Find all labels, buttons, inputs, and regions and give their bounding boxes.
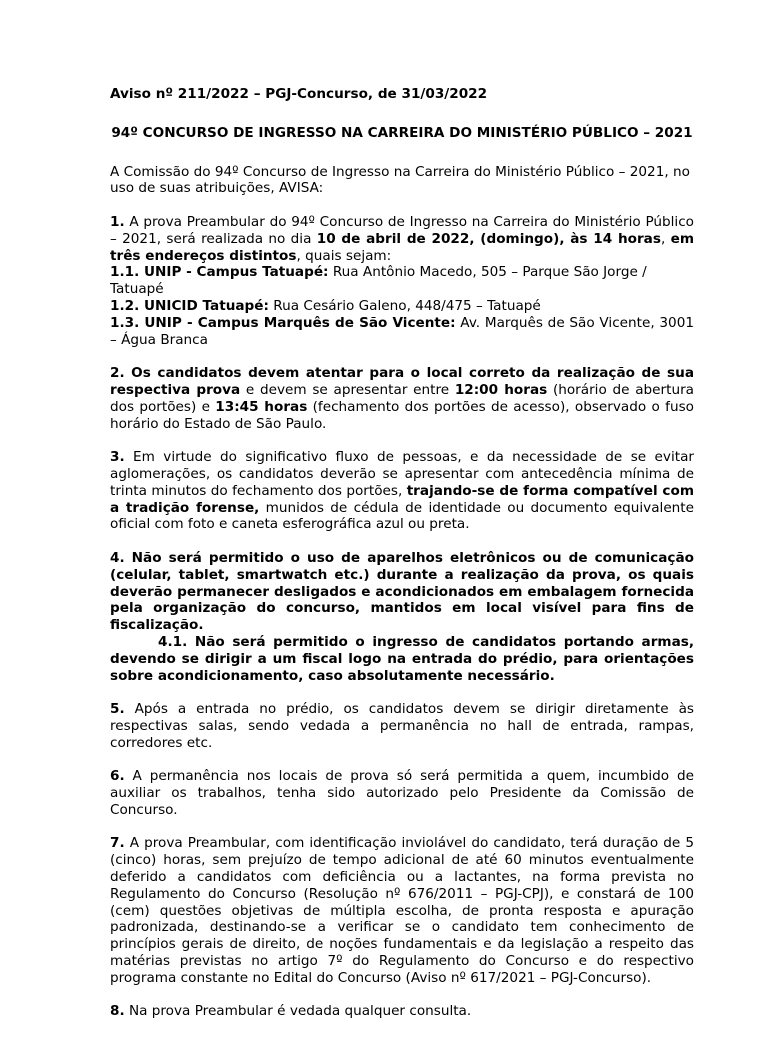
section-2-part: (fechamento dos portões de acesso), observado o fuso horário do Estado de São Paulo.: [110, 398, 694, 432]
section-3-number: 3.: [110, 449, 125, 466]
section-1-text: [110, 214, 694, 264]
exam-date: 10 de abril de 2022, (domingo), às 14 horas: [316, 230, 661, 247]
address-item-3: [110, 315, 694, 349]
section-4-1-bold: 4.1. Não será permitido o ingresso de candidatos portando armas, devendo se dirigir a um fiscal logo na entrada do prédio, para orientações sobre acondicionamento, caso absolutamente necessário.: [110, 633, 694, 684]
section-2-part: (horário de abertura dos portões) e: [110, 381, 694, 415]
document-page: [110, 86, 694, 1037]
section-4-text: [110, 550, 694, 634]
section-2: [110, 365, 694, 432]
section-3-part: munidos de cédula de identidade ou documento equivalente oficial com foto e caneta esferográfica azul ou preta.: [110, 499, 694, 533]
section-5: [110, 701, 694, 751]
section-2-part: e devem se apresentar entre: [240, 381, 455, 398]
section-1: [110, 214, 694, 348]
section-1-part: A prova Preambular do 94º Concurso de Ingresso na Carreira do Ministério Público – 2021, será realizada no dia: [110, 213, 694, 247]
aviso-heading: [110, 86, 694, 103]
contest-title-text: 94º CONCURSO DE INGRESSO NA CARREIRA DO MINISTÉRIO PÚBLICO – 2021: [111, 124, 693, 141]
section-4-1: [110, 634, 694, 684]
address-text: Rua Antônio Macedo, 505 – Parque São Jorge / Tatuapé: [110, 264, 647, 298]
section-6-text: A permanência nos locais de prova só será permitida a quem, incumbido de auxiliar os trabalhos, tenha sido autorizado pelo Presidente da Comissão de Concurso.: [110, 768, 694, 818]
section-7-number: 7.: [110, 835, 125, 852]
section-5-number: 5.: [110, 701, 125, 718]
section-3-part: Em virtude do significativo fluxo de pessoas, e da necessidade de se evitar aglomerações, os candidatos deverão se apresentar com antecedência mínima de trinta minutos do fechamento dos portões,: [110, 449, 694, 499]
dress-code: trajando-se de forma compatível com a tradição forense,: [110, 482, 694, 516]
address-item-1: [110, 264, 694, 298]
section-4: [110, 550, 694, 684]
section-1-part: , quais sejam:: [296, 247, 392, 264]
section-5-text: Após a entrada no prédio, os candidatos devem se dirigir diretamente às respectivas salas, sendo vedada a permanência no hall de entrada, rampas, corredores etc.: [110, 701, 694, 751]
aviso-number: Aviso nº 211/2022 – PGJ-Concurso, de 31/03/2022: [110, 86, 488, 102]
address-item-2: [110, 298, 694, 315]
address-text: Av. Marquês de São Vicente, 3001 – Água Branca: [110, 314, 694, 348]
section-2-bold: 2. Os candidatos devem atentar para o local correto da realização de sua respectiva prova: [110, 365, 694, 398]
closing-time: 13:45 horas: [215, 398, 308, 415]
address-label: 1.2. UNICID Tatuapé:: [110, 297, 269, 314]
section-4-bold: 4. Não será permitido o uso de aparelhos eletrônicos ou de comunicação (celular, tablet, smartwatch etc.) durante a realização da prova, os quais deverão permanecer desligados e acondicionados em embalagem fornecida pela organização do concurso, mantidos em local visível para fins de fiscalização.: [110, 549, 694, 634]
section-6-number: 6.: [110, 768, 125, 785]
three-addresses: em três endereços distintos: [110, 230, 694, 264]
section-1-part: ,: [660, 230, 671, 247]
section-6: [110, 768, 694, 818]
address-label: 1.3. UNIP - Campus Marquês de São Vicente:: [110, 314, 456, 331]
section-7-text: A prova Preambular, com identificação inviolável do candidato, terá duração de 5 (cinco) horas, sem prejuízo de tempo adicional de até 60 minutos eventualmente deferido a candidatos com deficiência ou a lactantes, na forma prevista no Regulamento do Concurso (Resolução nº 676/2011 – PGJ-CPJ), e constará de 100 (cem) questões objetivas de múltipla escolha, de pronta resposta e apuração padronizada, destinando-se a verificar se o candidato tem conhecimento de princípios gerais de direito, de noções fundamentais e da legislação a respeito das matérias previstas no artigo 7º do Regulamento do Concurso e do respectivo programa constante no Edital do Concurso (Aviso nº 617/2021 – PGJ-Concurso).: [110, 835, 694, 986]
section-3: [110, 449, 694, 533]
intro-paragraph: A Comissão do 94º Concurso de Ingresso na Carreira do Ministério Público – 2021, no uso de suas atribuições, AVISA:: [110, 163, 690, 197]
section-8-text: Na prova Preambular é vedada qualquer consulta.: [124, 1003, 472, 1020]
section-8-number: 8.: [110, 1003, 125, 1020]
section-1-number: 1.: [110, 213, 125, 230]
contest-title: [110, 125, 694, 142]
opening-time: 12:00 horas: [454, 381, 548, 398]
address-label: 1.1. UNIP - Campus Tatuapé:: [110, 264, 329, 281]
section-8: [110, 1003, 694, 1020]
address-text: Rua Cesário Galeno, 448/475 – Tatuapé: [268, 297, 541, 314]
section-7: [110, 835, 694, 986]
